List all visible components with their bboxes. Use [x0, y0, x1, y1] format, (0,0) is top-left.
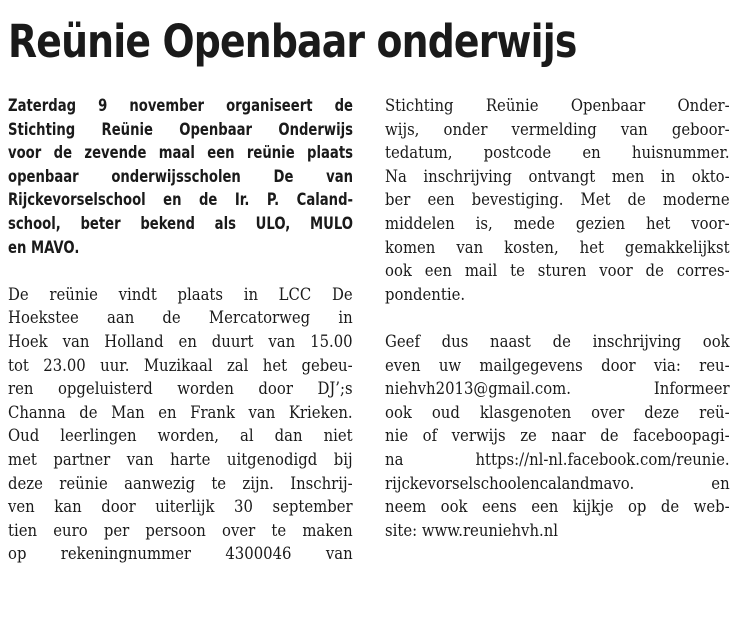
paragraph-gap: [8, 259, 353, 283]
body-line: tot 23.00 uur. Muzikaal zal het gebeu-: [8, 355, 353, 375]
lead-line: school, beter bekend als ULO, MULO: [8, 213, 353, 233]
body-line: Stichting Reünie Openbaar Onder-: [385, 96, 730, 115]
body-paragraph-registration: [385, 94, 730, 306]
lead-line: openbaar onderwijsscholen De van: [8, 166, 353, 186]
body-line: pondentie.: [385, 284, 466, 304]
body-line: Na inschrijving ontvangt men in okto-: [385, 166, 730, 186]
paragraph-gap: [385, 306, 730, 330]
body-line: site: www.reuniehvh.nl: [385, 520, 559, 540]
lead-paragraph: [8, 94, 353, 259]
body-line: niehvh2013@gmail.com. Informeer: [385, 379, 730, 399]
body-line: Geef dus naast de inschrijving ook: [385, 331, 730, 351]
body-line: deze reünie aanwezig te zijn. Inschrij-: [8, 473, 353, 493]
body-line: Hoekstee aan de Mercatorweg in: [8, 308, 353, 328]
body-line: rijckevorselschoolencalandmavo. en: [385, 473, 730, 493]
body-line: na https://nl-nl.facebook.com/reunie.: [385, 449, 730, 469]
body-paragraph-contact: [385, 330, 730, 542]
body-line: neem ook eens een kijkje op de web-: [385, 497, 730, 517]
lead-line: Rijckevorselschool en de Ir. P. Caland-: [8, 190, 353, 210]
lead-line: Zaterdag 9 november organiseert de: [8, 96, 353, 115]
body-line: De reünie vindt plaats in LCC De: [8, 284, 353, 304]
body-line: komen van kosten, het gemakkelijkst: [385, 237, 730, 257]
left-column: [8, 94, 353, 566]
body-line: even uw mailgegevens door via: reu-: [385, 355, 730, 375]
body-line: middelen is, mede gezien het voor-: [385, 213, 730, 233]
body-line: Hoek van Holland en duurt van 15.00: [8, 331, 353, 351]
body-line: nie of verwijs ze naar de faceboopagi-: [385, 426, 730, 446]
right-column: [385, 94, 730, 542]
body-line: ook een mail te sturen voor de corres-: [385, 261, 730, 281]
body-paragraph-venue: [8, 283, 353, 566]
body-line: Oud leerlingen worden, al dan niet: [8, 426, 353, 446]
body-line: op rekeningnummer 4300046 van: [8, 544, 353, 564]
lead-line: Stichting Reünie Openbaar Onderwijs: [8, 119, 353, 139]
body-line: ren opgeluisterd worden door DJ’;s: [8, 379, 353, 399]
body-line: tedatum, postcode en huisnummer.: [385, 143, 730, 163]
lead-line: voor de zevende maal een reünie plaats: [8, 143, 353, 163]
body-line: ber een bevestiging. Met de moderne: [385, 190, 730, 210]
body-line: ook oud klasgenoten over deze reü-: [385, 402, 730, 422]
lead-line: en MAVO.: [8, 237, 80, 257]
body-line: wijs, onder vermelding van geboor-: [385, 119, 730, 139]
body-line: ven kan door uiterlijk 30 september: [8, 497, 353, 517]
article-headline: Reünie Openbaar onderwijs: [8, 15, 577, 68]
body-line: tien euro per persoon over te maken: [8, 520, 353, 540]
body-line: Channa de Man en Frank van Krieken.: [8, 402, 353, 422]
body-line: met partner van harte uitgenodigd bij: [8, 449, 353, 469]
